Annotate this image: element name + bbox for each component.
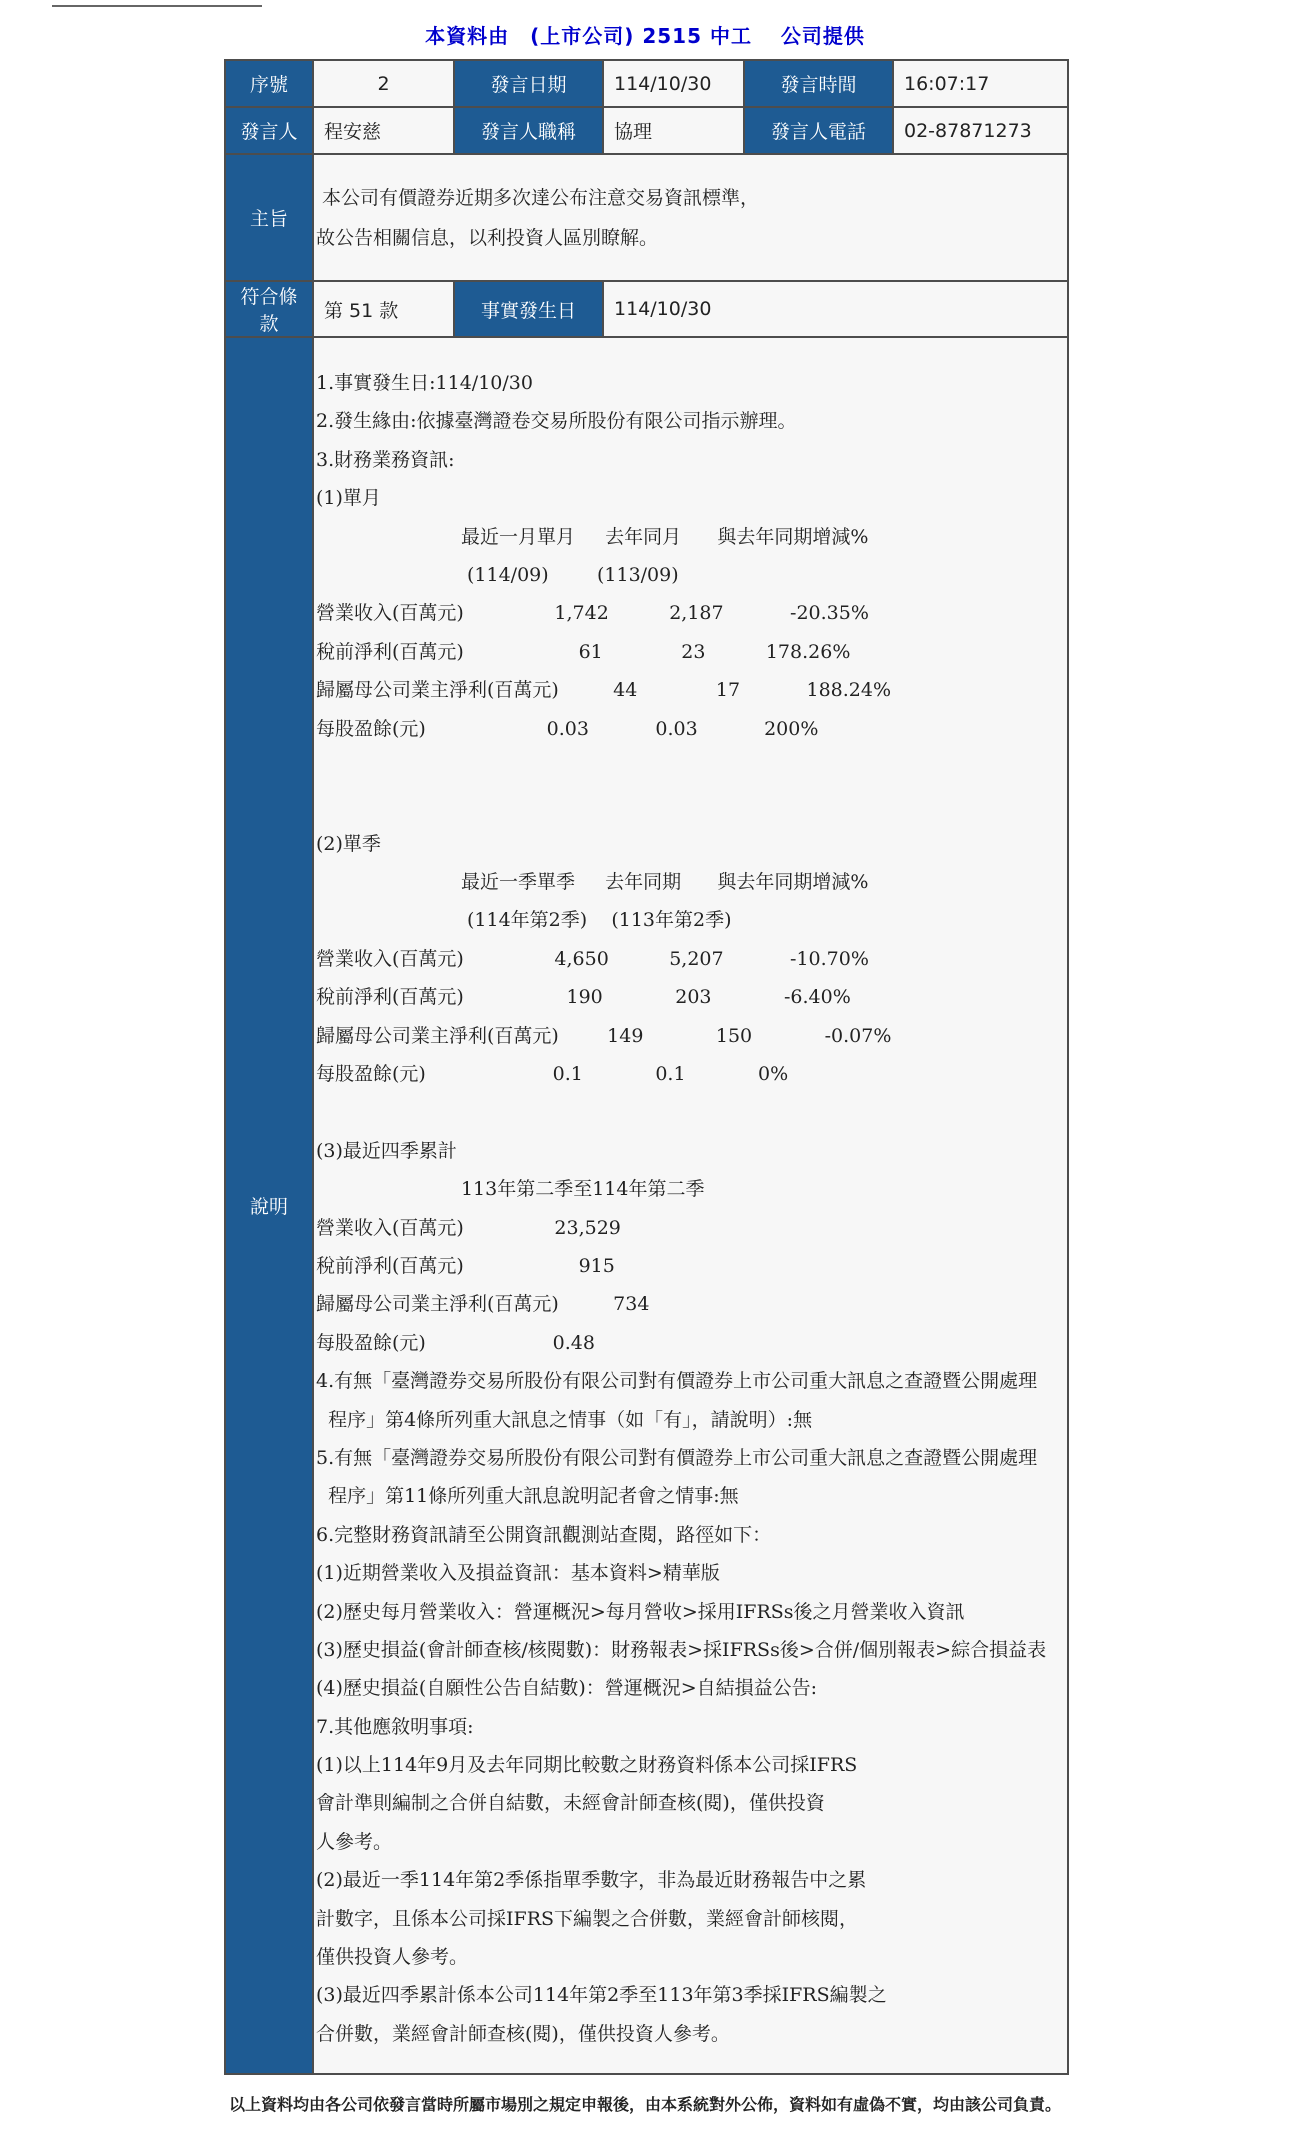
- announcement-table: [224, 59, 1069, 2075]
- description-line: 歸屬母公司業主淨利(百萬元) 149 150 -0.07%: [316, 1024, 892, 1047]
- description-line: 每股盈餘(元) 0.03 0.03 200%: [316, 717, 819, 740]
- description-line: 113年第二季至114年第二季: [316, 1178, 705, 1201]
- phone-value: 02-87871273: [893, 107, 1068, 154]
- description-line: (2)歷史每月營業收入：營運概況>每月營收>採用IFRSs後之月營業收入資訊: [316, 1600, 965, 1623]
- description-line: 計數字，且係本公司採IFRS下編製之合併數，業經會計師核閱，: [316, 1907, 859, 1930]
- subject-value: [313, 154, 1068, 281]
- subject-line: 故公告相關信息，以利投資人區別瞭解。: [316, 226, 659, 249]
- clause-value: 第 51 款: [313, 281, 454, 337]
- top-decoration-bar: [52, 0, 262, 7]
- date-label: 發言日期: [454, 60, 603, 107]
- description-line: 人參考。: [316, 1830, 393, 1853]
- description-line: 歸屬母公司業主淨利(百萬元) 44 17 188.24%: [316, 679, 892, 702]
- description-line: 營業收入(百萬元) 23,529: [316, 1216, 621, 1239]
- description-line: 程序」第4條所列重大訊息之情事（如「有」，請說明）:無: [316, 1408, 813, 1431]
- description-line: (1)單月: [316, 487, 381, 510]
- description-line: 每股盈餘(元) 0.1 0.1 0%: [316, 1063, 789, 1086]
- date-value: 114/10/30: [603, 60, 744, 107]
- description-line: (2)單季: [316, 832, 381, 855]
- description-line: (1)以上114年9月及去年同期比較數之財務資料係本公司採IFRS: [316, 1754, 858, 1777]
- fact-date-value: 114/10/30: [603, 281, 1068, 337]
- description-line: 7.其他應敘明事項:: [316, 1715, 474, 1738]
- subject-line: 本公司有價證券近期多次達公布注意交易資訊標準，: [316, 186, 760, 209]
- description-line: 稅前淨利(百萬元) 190 203 -6.40%: [316, 986, 851, 1009]
- description-line: 6.完整財務資訊請至公開資訊觀測站查閱，路徑如下：: [316, 1523, 772, 1546]
- description-line: 僅供投資人參考。: [316, 1946, 469, 1969]
- time-label: 發言時間: [744, 60, 893, 107]
- speaker-value: 程安慈: [313, 107, 454, 154]
- description-line: (3)最近四季累計: [316, 1139, 457, 1162]
- description-line: [316, 1093, 1067, 1131]
- clause-label: 符合條款: [225, 281, 313, 337]
- description-line: (3)歷史損益(會計師查核/核閱數)：財務報表>採IFRSs後>合併/個別報表>綜合損益表: [316, 1638, 1047, 1661]
- description-line: 最近一季單季 去年同期 與去年同期增減%: [316, 871, 869, 894]
- description-line: 營業收入(百萬元) 1,742 2,187 -20.35%: [316, 602, 869, 625]
- table-row: [225, 107, 1068, 154]
- table-row: [225, 337, 1068, 2074]
- description-line: 5.有無「臺灣證券交易所股份有限公司對有價證券上市公司重大訊息之查證暨公開處理: [316, 1446, 1038, 1469]
- speaker-label: 發言人: [225, 107, 313, 154]
- fact-date-label: 事實發生日: [454, 281, 603, 337]
- speaker-title-value: 協理: [603, 107, 744, 154]
- description-label: 說明: [225, 337, 313, 2074]
- time-value: 16:07:17: [893, 60, 1068, 107]
- phone-label: 發言人電話: [744, 107, 893, 154]
- description-line: 稅前淨利(百萬元) 61 23 178.26%: [316, 640, 851, 663]
- description-line: [316, 786, 1067, 824]
- description-line: (4)歷史損益(自願性公告自結數)：營運概況>自結損益公告:: [316, 1677, 818, 1700]
- description-body: [313, 337, 1068, 2074]
- description-line: 每股盈餘(元) 0.48: [316, 1331, 595, 1354]
- description-line: 程序」第11條所列重大訊息說明記者會之情事:無: [316, 1485, 739, 1508]
- description-line: 最近一月單月 去年同月 與去年同期增減%: [316, 525, 869, 548]
- disclaimer-footer: 以上資料均由各公司依發言當時所屬市場別之規定申報後，由本系統對外公佈，資料如有虛偽不實，均由該公司負責。: [228, 2095, 1061, 2114]
- description-line: 合併數，業經會計師查核(閱)，僅供投資人參考。: [316, 2022, 730, 2045]
- description-line: (114年第2季) (113年第2季): [316, 909, 732, 932]
- description-line: 3.財務業務資訊:: [316, 448, 455, 471]
- description-line: (2)最近一季114年第2季係指單季數字，非為最近財務報告中之累: [316, 1869, 867, 1892]
- description-line: (114/09) (113/09): [316, 563, 679, 586]
- table-row: [225, 154, 1068, 281]
- description-line: 會計準則編制之合併自結數，未經會計師查核(閱)，僅供投資: [316, 1792, 825, 1815]
- description-line: [316, 748, 1067, 786]
- description-line: 歸屬母公司業主淨利(百萬元) 734: [316, 1293, 650, 1316]
- table-row: [225, 281, 1068, 337]
- description-line: 營業收入(百萬元) 4,650 5,207 -10.70%: [316, 947, 869, 970]
- description-line: 4.有無「臺灣證券交易所股份有限公司對有價證券上市公司重大訊息之查證暨公開處理: [316, 1370, 1038, 1393]
- seq-value: 2: [313, 60, 454, 107]
- description-line: 2.發生緣由:依據臺灣證卷交易所股份有限公司指示辦理。: [316, 410, 797, 433]
- description-line: (3)最近四季累計係本公司114年第2季至113年第3季採IFRS編製之: [316, 1984, 887, 2007]
- description-line: 1.事實發生日:114/10/30: [316, 372, 533, 394]
- speaker-title-label: 發言人職稱: [454, 107, 603, 154]
- table-row: [225, 60, 1068, 107]
- page-title: 本資料由 (上市公司) 2515 中工 公司提供: [425, 24, 865, 48]
- subject-label: 主旨: [225, 154, 313, 281]
- description-line: 稅前淨利(百萬元) 915: [316, 1254, 615, 1277]
- seq-label: 序號: [225, 60, 313, 107]
- description-line: (1)近期營業收入及損益資訊：基本資料>精華版: [316, 1562, 720, 1585]
